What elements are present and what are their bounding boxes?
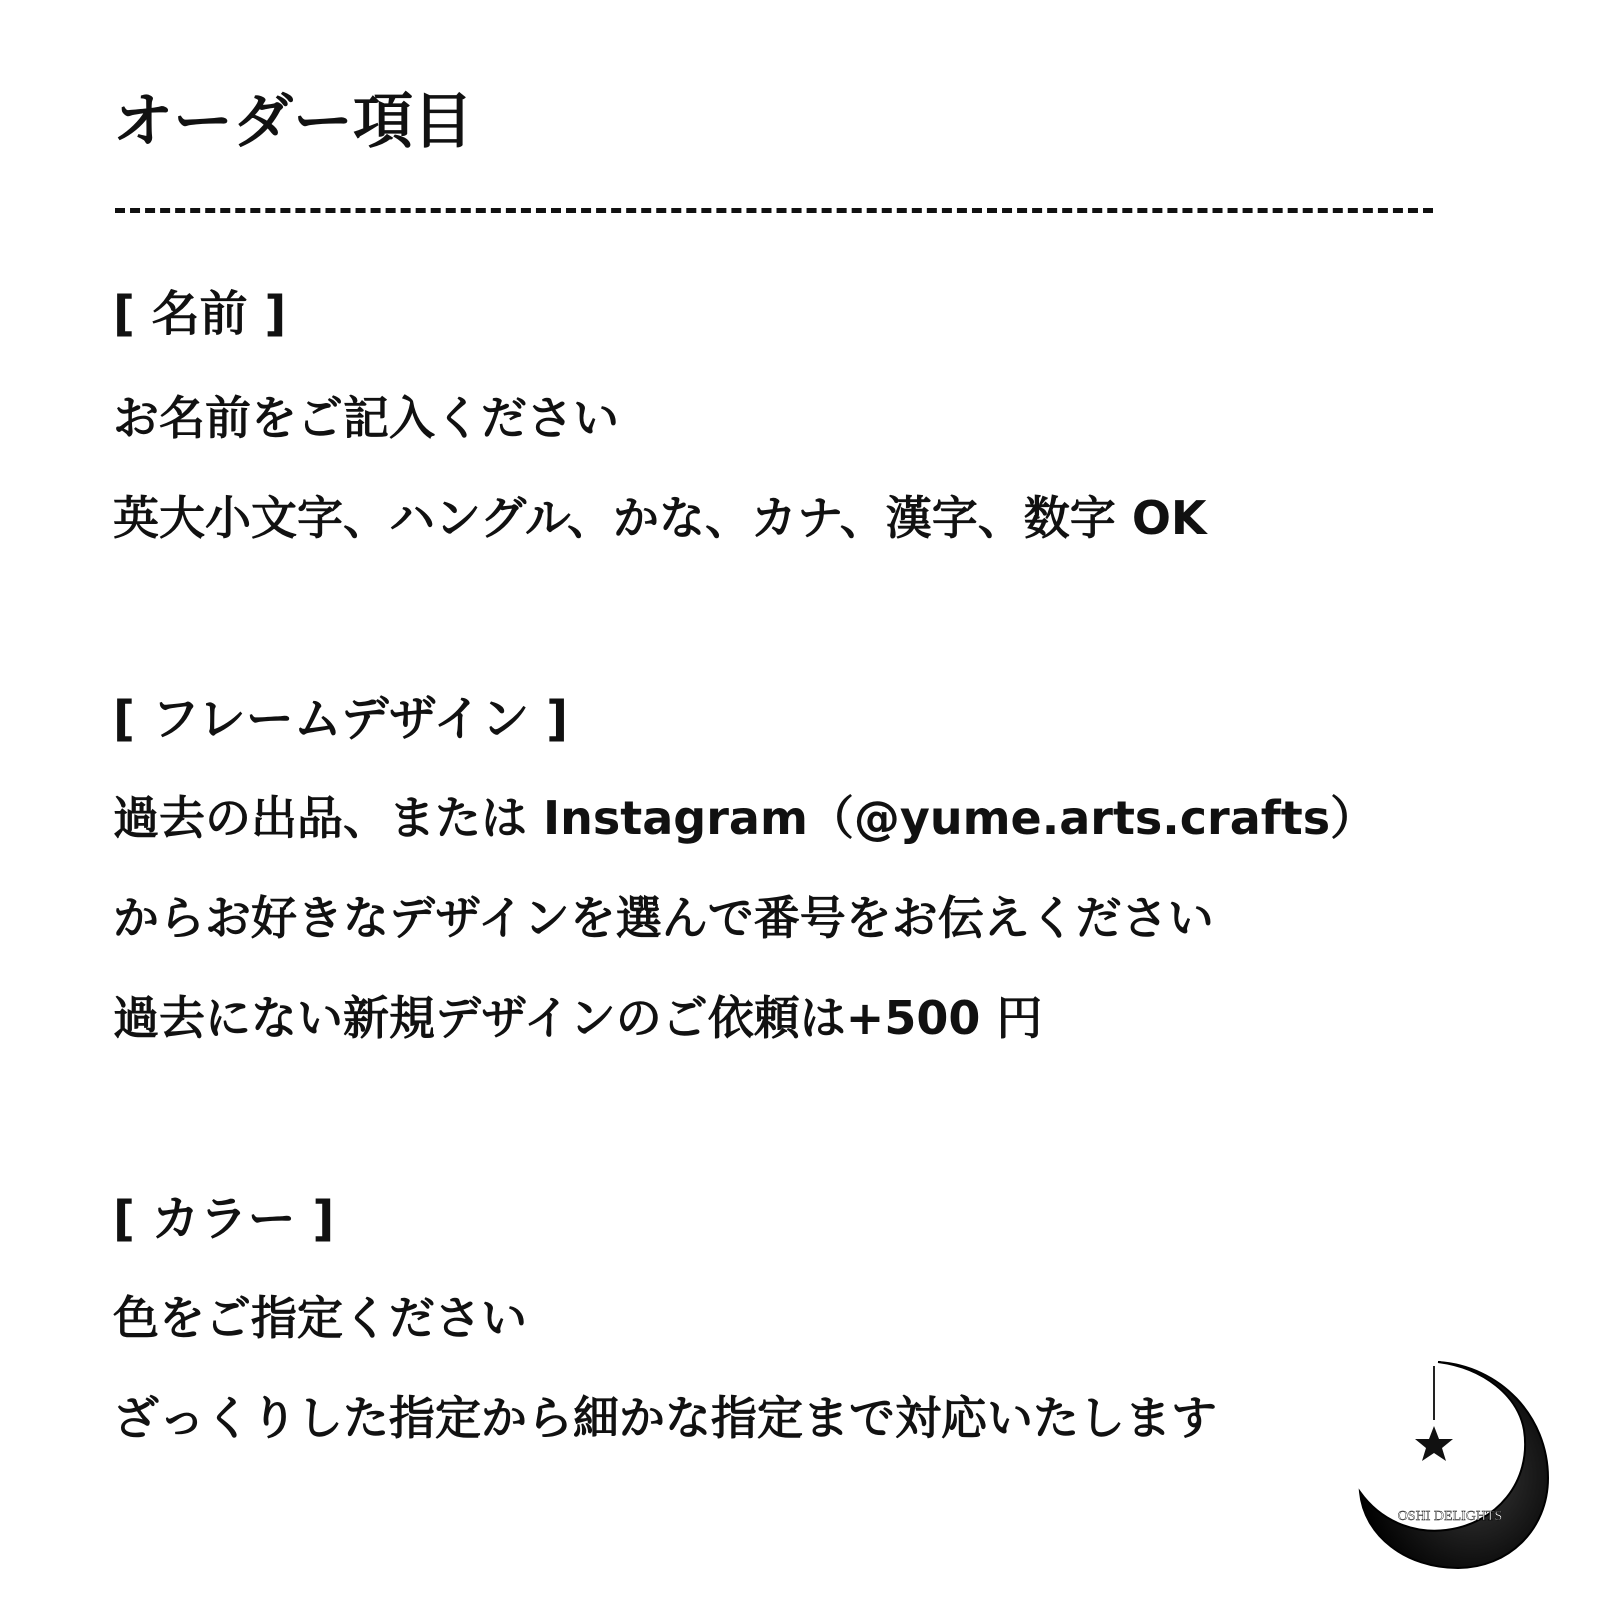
name-instruction: お名前をご記入ください — [113, 391, 619, 445]
name-allowed-characters: 英大小文字、ハングル、かな、カナ、漢字、数字 OK — [113, 491, 1207, 545]
section-heading-color: [ カラー ] — [113, 1191, 335, 1247]
crescent-moon-star-icon — [1360, 1362, 1548, 1568]
section-heading-frame-design: [ フレームデザイン ] — [113, 691, 569, 747]
dashed-divider — [115, 208, 1433, 213]
color-instruction: 色をご指定ください — [113, 1291, 527, 1345]
frame-design-line-2: からお好きなデザインを選んで番号をお伝えください — [113, 891, 1214, 945]
oshi-delights-logo — [1350, 1360, 1550, 1570]
frame-design-line-3: 過去にない新規デザインのご依頼は+500 円 — [113, 991, 1043, 1045]
logo-text: OSHI DELIGHTS — [1397, 1509, 1503, 1524]
frame-design-line-1: 過去の出品、または Instagram（@yume.arts.crafts） — [113, 791, 1377, 845]
color-support-note: ざっくりした指定から細かな指定まで対応いたします — [113, 1391, 1217, 1445]
page-title: オーダー項目 — [113, 87, 473, 157]
section-heading-name: [ 名前 ] — [113, 286, 287, 342]
